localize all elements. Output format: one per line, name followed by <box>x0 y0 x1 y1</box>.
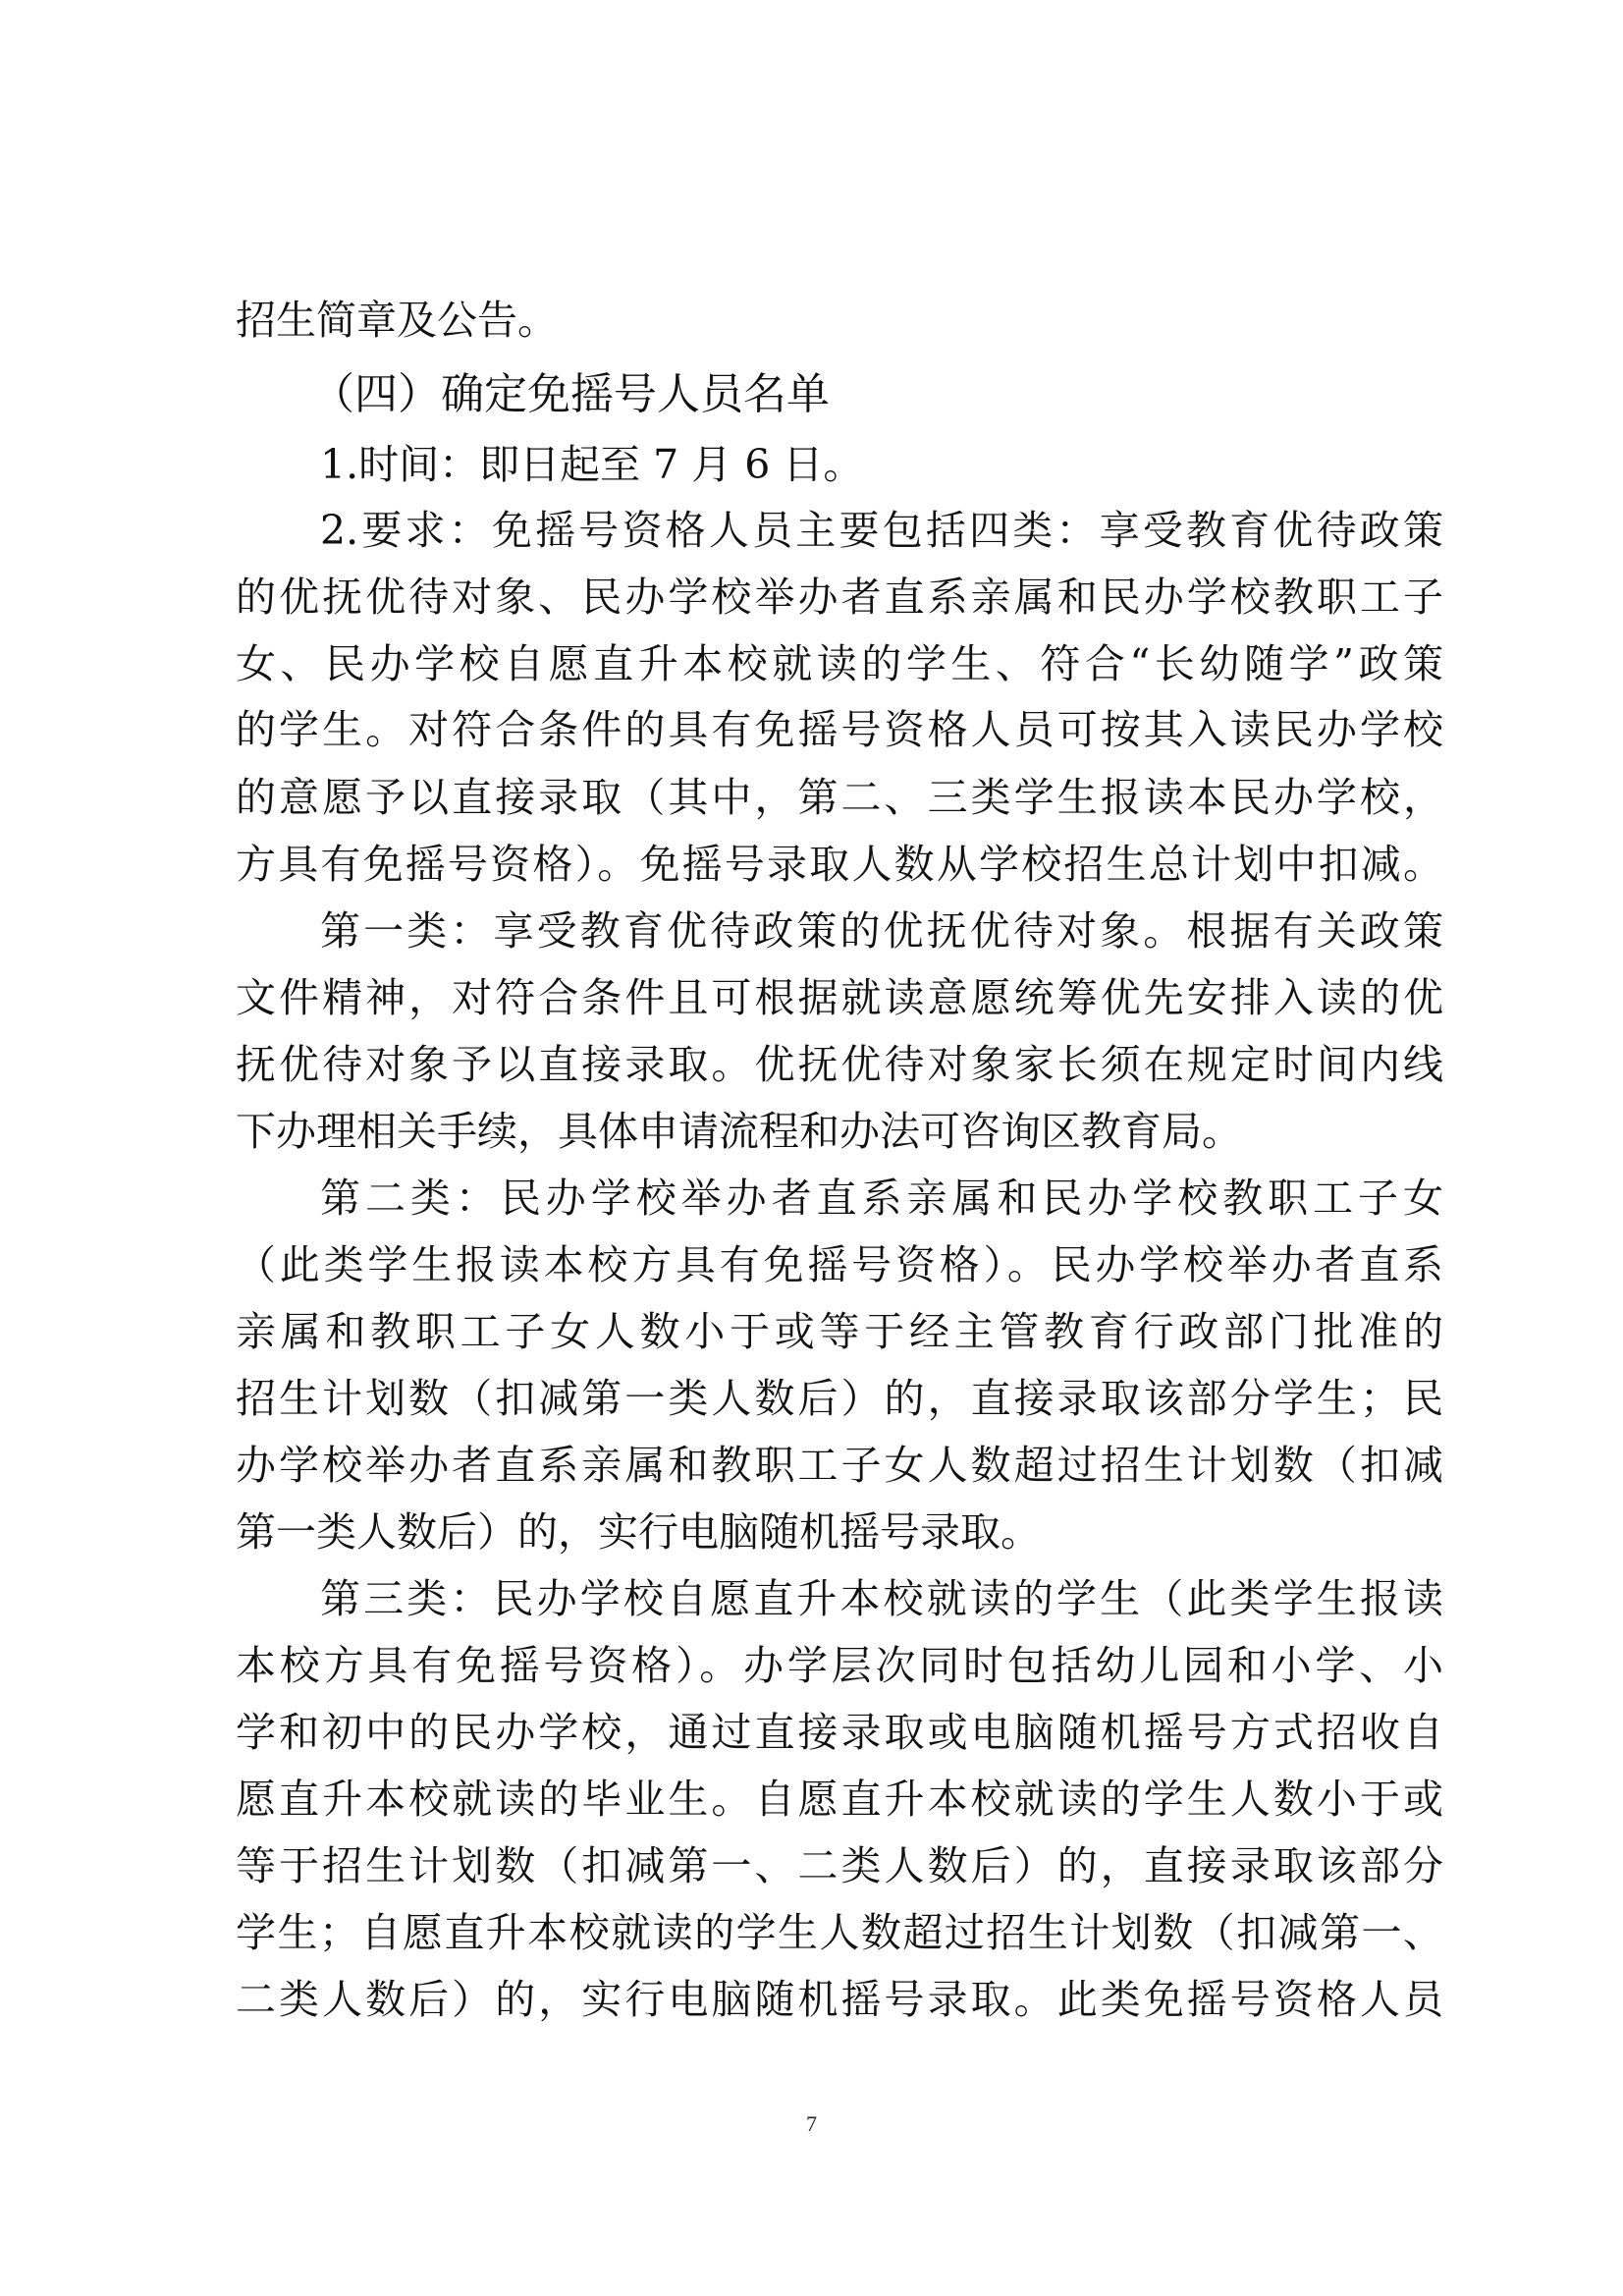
text-line-20: 本校方具有免摇号资格）。办学层次同时包括幼儿园和小学、小 <box>236 1642 1443 1689</box>
text-line-21: 学和初中的民办学校，通过直接录取或电脑随机摇号方式招收自 <box>236 1709 1443 1756</box>
text-line-24: 学生；自愿直升本校就读的学生人数超过招生计划数（扣减第一、 <box>236 1909 1443 1956</box>
text-line-5: 女、民办学校自愿直升本校就读的学生、符合“长幼随学”政策 <box>236 640 1443 687</box>
text-line-14: （此类学生报读本校方具有免摇号资格）。民办学校举办者直系 <box>236 1241 1443 1288</box>
text-line-18: 第一类人数后）的，实行电脑随机摇号录取。 <box>236 1508 1041 1556</box>
text-line-7: 的意愿予以直接录取（其中，第二、三类学生报读本民办学校， <box>236 774 1443 821</box>
text-line-17: 办学校举办者直系亲属和教职工子女人数超过招生计划数（扣减 <box>236 1442 1443 1489</box>
text-line-19: 第三类：民办学校自愿直升本校就读的学生（此类学生报读 <box>320 1575 1443 1622</box>
text-line-2: 1.时间：即日起至 7 月 6 日。 <box>320 441 864 488</box>
text-line-22: 愿直升本校就读的毕业生。自愿直升本校就读的学生人数小于或 <box>236 1776 1443 1823</box>
section-heading: （四）确定免摇号人员名单 <box>311 369 830 419</box>
text-line-23: 等于招生计划数（扣减第一、二类人数后）的，直接录取该部分 <box>236 1842 1443 1889</box>
text-line-3: 2.要求：免摇号资格人员主要包括四类：享受教育优待政策 <box>320 507 1443 554</box>
text-line-11: 抚优待对象予以直接录取。优抚优待对象家长须在规定时间内线 <box>236 1041 1443 1088</box>
text-line-12: 下办理相关手续，具体申请流程和办法可咨询区教育局。 <box>236 1108 1242 1155</box>
page-number: 7 <box>806 2111 817 2136</box>
text-line-15: 亲属和教职工子女人数小于或等于经主管教育行政部门批准的 <box>236 1308 1443 1355</box>
text-line-25: 二类人数后）的，实行电脑随机摇号录取。此类免摇号资格人员 <box>236 1976 1443 2023</box>
text-line-4: 的优抚优待对象、民办学校举办者直系亲属和民办学校教职工子 <box>236 574 1443 621</box>
text-line-16: 招生计划数（扣减第一类人数后）的，直接录取该部分学生；民 <box>236 1375 1443 1422</box>
text-line-9: 第一类：享受教育优待政策的优抚优待对象。根据有关政策 <box>320 907 1443 955</box>
text-line-6: 的学生。对符合条件的具有免摇号资格人员可按其入读民办学校 <box>236 706 1443 753</box>
text-line-8: 方具有免摇号资格）。免摇号录取人数从学校招生总计划中扣减。 <box>236 841 1443 888</box>
text-line-10: 文件精神，对符合条件且可根据就读意愿统筹优先安排入读的优 <box>236 974 1443 1021</box>
text-line-13: 第二类：民办学校举办者直系亲属和民办学校教职工子女 <box>320 1175 1443 1222</box>
text-line-1: 招生简章及公告。 <box>236 297 558 344</box>
